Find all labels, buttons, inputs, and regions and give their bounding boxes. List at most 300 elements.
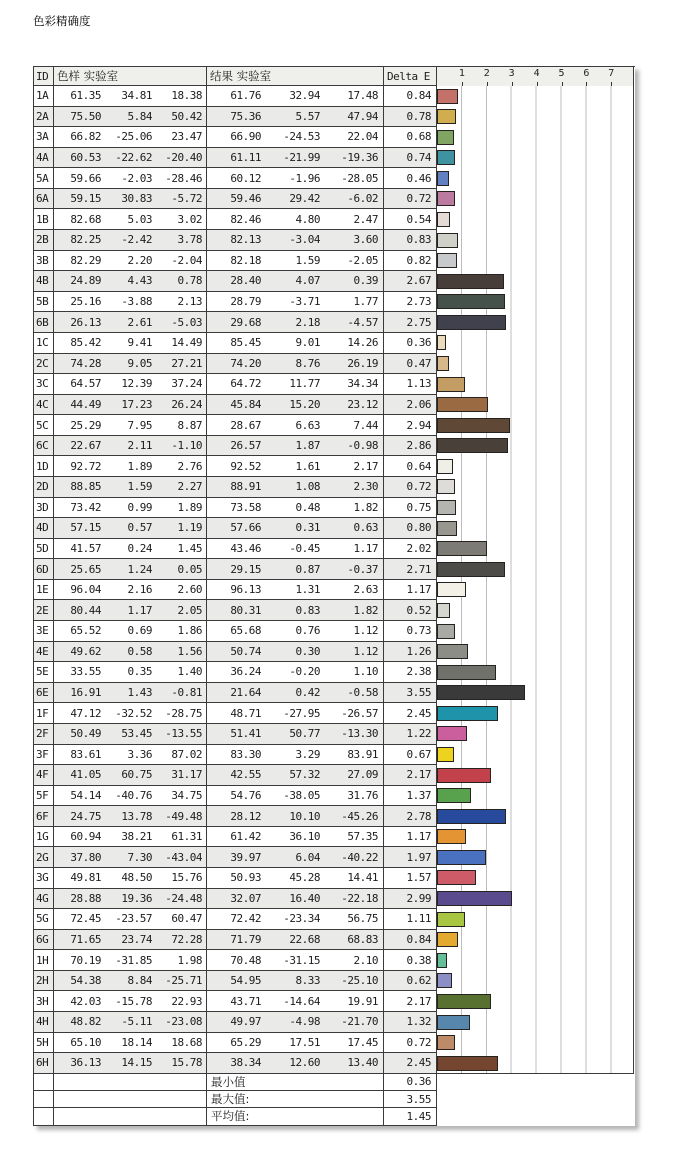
result-a: -1.96 [266, 168, 325, 189]
result-a: -27.95 [266, 703, 325, 724]
sample-a: 1.24 [105, 559, 156, 580]
table-row [34, 415, 634, 436]
sample-l: 25.29 [54, 415, 105, 436]
sample-b: -0.81 [156, 683, 207, 704]
row-id: 5C [34, 415, 54, 436]
result-l: 59.46 [207, 189, 266, 210]
bar-chart-cell [437, 703, 634, 724]
delta-e-value: 1.13 [384, 374, 437, 395]
delta-e-bar [437, 397, 488, 412]
delta-e-bar [437, 315, 506, 330]
bar-chart-cell [437, 991, 634, 1012]
delta-e-value: 1.97 [384, 847, 437, 868]
bar-chart-cell [437, 1053, 634, 1074]
summary-empty-id [34, 1074, 54, 1091]
sample-b: -24.48 [156, 889, 207, 910]
bar-chart-cell [437, 868, 634, 889]
row-id: 3F [34, 745, 54, 766]
result-l: 82.18 [207, 251, 266, 272]
result-l: 64.72 [207, 374, 266, 395]
result-l: 82.13 [207, 230, 266, 251]
result-b: 2.63 [325, 580, 384, 601]
summary-empty-id [34, 1091, 54, 1108]
delta-e-bar [437, 521, 457, 536]
result-b: 13.40 [325, 1053, 384, 1074]
sample-l: 57.15 [54, 518, 105, 539]
result-b: 22.04 [325, 127, 384, 148]
sample-l: 24.75 [54, 806, 105, 827]
sample-b: -43.04 [156, 847, 207, 868]
result-b: 7.44 [325, 415, 384, 436]
table-summary [34, 1074, 635, 1126]
result-b: 14.26 [325, 333, 384, 354]
sample-l: 22.67 [54, 436, 105, 457]
sample-l: 44.49 [54, 395, 105, 416]
row-id: 1B [34, 209, 54, 230]
delta-e-bar [437, 747, 454, 762]
bar-chart-cell [437, 477, 634, 498]
delta-e-value: 2.67 [384, 271, 437, 292]
result-l: 82.46 [207, 209, 266, 230]
sample-a: -31.85 [105, 950, 156, 971]
delta-e-value: 2.17 [384, 765, 437, 786]
summary-value: 3.55 [384, 1091, 437, 1108]
bar-chart-cell [437, 683, 634, 704]
sample-b: -25.71 [156, 971, 207, 992]
sample-l: 65.10 [54, 1033, 105, 1054]
delta-e-bar [437, 850, 486, 865]
result-b: 2.47 [325, 209, 384, 230]
sample-l: 64.57 [54, 374, 105, 395]
result-a: 12.60 [266, 1053, 325, 1074]
result-a: -23.34 [266, 909, 325, 930]
table-row [34, 354, 634, 375]
result-a: 22.68 [266, 930, 325, 951]
delta-e-bar [437, 109, 456, 124]
bar-chart-cell [437, 230, 634, 251]
delta-e-bar [437, 665, 496, 680]
result-b: 47.94 [325, 107, 384, 128]
table-row [34, 395, 634, 416]
sample-a: 0.99 [105, 498, 156, 519]
result-l: 42.55 [207, 765, 266, 786]
result-a: 4.07 [266, 271, 325, 292]
sample-b: 60.47 [156, 909, 207, 930]
sample-a: 1.59 [105, 477, 156, 498]
result-b: 1.77 [325, 292, 384, 313]
bar-chart-cell [437, 209, 634, 230]
result-a: -38.05 [266, 786, 325, 807]
axis-tick-label: 3 [508, 68, 515, 79]
row-id: 4F [34, 765, 54, 786]
sample-l: 26.13 [54, 312, 105, 333]
result-a: -24.53 [266, 127, 325, 148]
result-a: 9.01 [266, 333, 325, 354]
sample-l: 73.42 [54, 498, 105, 519]
sample-l: 42.03 [54, 991, 105, 1012]
result-b: 17.45 [325, 1033, 384, 1054]
result-l: 88.91 [207, 477, 266, 498]
sample-l: 54.38 [54, 971, 105, 992]
table-body [34, 86, 635, 1074]
sample-b: 15.76 [156, 868, 207, 889]
delta-e-value: 1.17 [384, 580, 437, 601]
sample-b: 0.78 [156, 271, 207, 292]
sample-l: 47.12 [54, 703, 105, 724]
delta-e-bar [437, 233, 458, 248]
delta-e-value: 0.72 [384, 189, 437, 210]
sample-a: 2.11 [105, 436, 156, 457]
sample-l: 33.55 [54, 662, 105, 683]
delta-e-value: 2.78 [384, 806, 437, 827]
sample-l: 48.82 [54, 1012, 105, 1033]
sample-b: 61.31 [156, 827, 207, 848]
sample-b: -13.55 [156, 724, 207, 745]
result-l: 28.12 [207, 806, 266, 827]
delta-e-value: 0.83 [384, 230, 437, 251]
sample-l: 50.49 [54, 724, 105, 745]
chart-axis-header [437, 67, 634, 86]
table-row [34, 518, 634, 539]
result-l: 45.84 [207, 395, 266, 416]
delta-e-bar [437, 150, 455, 165]
sample-a: 4.43 [105, 271, 156, 292]
result-b: 31.76 [325, 786, 384, 807]
sample-b: 22.93 [156, 991, 207, 1012]
sample-b: 50.42 [156, 107, 207, 128]
sample-a: 38.21 [105, 827, 156, 848]
sample-a: 2.16 [105, 580, 156, 601]
row-id: 3D [34, 498, 54, 519]
sample-a: -3.88 [105, 292, 156, 313]
row-id: 4E [34, 642, 54, 663]
table-row [34, 559, 634, 580]
sample-l: 59.15 [54, 189, 105, 210]
result-l: 39.97 [207, 847, 266, 868]
bar-chart-cell [437, 909, 634, 930]
row-id: 6A [34, 189, 54, 210]
sample-b: 1.56 [156, 642, 207, 663]
table-row [34, 991, 634, 1012]
result-a: -0.20 [266, 662, 325, 683]
result-l: 80.31 [207, 600, 266, 621]
sample-l: 92.72 [54, 456, 105, 477]
delta-e-value: 2.06 [384, 395, 437, 416]
color-accuracy-report [33, 66, 635, 1126]
result-l: 29.15 [207, 559, 266, 580]
delta-e-value: 2.86 [384, 436, 437, 457]
result-b: -19.36 [325, 148, 384, 169]
sample-b: 8.87 [156, 415, 207, 436]
result-l: 54.95 [207, 971, 266, 992]
summary-empty-sample [54, 1074, 207, 1091]
summary-row [34, 1108, 634, 1125]
bar-chart-cell [437, 889, 634, 910]
delta-e-value: 0.46 [384, 168, 437, 189]
row-id: 4G [34, 889, 54, 910]
sample-a: -2.42 [105, 230, 156, 251]
row-id: 5D [34, 539, 54, 560]
sample-b: 1.40 [156, 662, 207, 683]
delta-e-bar [437, 356, 449, 371]
result-b: 19.91 [325, 991, 384, 1012]
row-id: 1A [34, 86, 54, 107]
bar-chart-cell [437, 1012, 634, 1033]
result-b: 26.19 [325, 354, 384, 375]
table-row [34, 642, 634, 663]
bar-chart-cell [437, 498, 634, 519]
result-b: 3.60 [325, 230, 384, 251]
result-b: -22.18 [325, 889, 384, 910]
result-b: 1.12 [325, 621, 384, 642]
col-header-delta-e: Delta E [384, 67, 437, 86]
row-id: 3H [34, 991, 54, 1012]
sample-b: 3.02 [156, 209, 207, 230]
sample-b: 1.89 [156, 498, 207, 519]
table-row [34, 745, 634, 766]
table-row [34, 950, 634, 971]
delta-e-bar [437, 274, 504, 289]
delta-e-value: 0.47 [384, 354, 437, 375]
table-row [34, 930, 634, 951]
sample-a: 1.17 [105, 600, 156, 621]
sample-a: 0.69 [105, 621, 156, 642]
table-row [34, 477, 634, 498]
result-l: 75.36 [207, 107, 266, 128]
bar-chart-cell [437, 786, 634, 807]
result-a: 0.76 [266, 621, 325, 642]
delta-e-value: 1.57 [384, 868, 437, 889]
sample-l: 41.05 [54, 765, 105, 786]
result-l: 21.64 [207, 683, 266, 704]
sample-l: 71.65 [54, 930, 105, 951]
result-l: 50.93 [207, 868, 266, 889]
sample-b: 23.47 [156, 127, 207, 148]
result-a: 16.40 [266, 889, 325, 910]
bar-chart-cell [437, 168, 634, 189]
result-a: 36.10 [266, 827, 325, 848]
delta-e-value: 1.32 [384, 1012, 437, 1033]
sample-a: 1.43 [105, 683, 156, 704]
summary-value: 0.36 [384, 1074, 437, 1091]
sample-l: 85.42 [54, 333, 105, 354]
sample-l: 24.89 [54, 271, 105, 292]
sample-b: -2.04 [156, 251, 207, 272]
delta-e-bar [437, 829, 466, 844]
row-id: 3A [34, 127, 54, 148]
result-a: 1.61 [266, 456, 325, 477]
delta-e-value: 2.38 [384, 662, 437, 683]
delta-e-bar [437, 624, 455, 639]
bar-chart-cell [437, 271, 634, 292]
sample-l: 82.25 [54, 230, 105, 251]
sample-a: -25.06 [105, 127, 156, 148]
delta-e-value: 0.74 [384, 148, 437, 169]
delta-e-bar [437, 191, 455, 206]
sample-a: 2.20 [105, 251, 156, 272]
table-row [34, 127, 634, 148]
bar-chart-cell [437, 456, 634, 477]
table-row [34, 271, 634, 292]
result-a: 1.87 [266, 436, 325, 457]
row-id: 6B [34, 312, 54, 333]
delta-e-bar [437, 932, 458, 947]
result-l: 28.40 [207, 271, 266, 292]
sample-l: 83.61 [54, 745, 105, 766]
row-id: 1H [34, 950, 54, 971]
bar-chart-cell [437, 642, 634, 663]
result-b: 57.35 [325, 827, 384, 848]
table-header-row [34, 67, 634, 86]
summary-empty-id [34, 1108, 54, 1125]
sample-a: -40.76 [105, 786, 156, 807]
row-id: 4C [34, 395, 54, 416]
result-a: 2.18 [266, 312, 325, 333]
table-row [34, 539, 634, 560]
row-id: 2B [34, 230, 54, 251]
result-a: 0.30 [266, 642, 325, 663]
row-id: 2A [34, 107, 54, 128]
sample-a: 0.24 [105, 539, 156, 560]
sample-l: 25.65 [54, 559, 105, 580]
result-a: -4.98 [266, 1012, 325, 1033]
sample-a: -32.52 [105, 703, 156, 724]
sample-a: 14.15 [105, 1053, 156, 1074]
delta-e-bar [437, 726, 467, 741]
result-b: 83.91 [325, 745, 384, 766]
delta-e-value: 0.54 [384, 209, 437, 230]
table-row [34, 683, 634, 704]
delta-e-bar [437, 335, 446, 350]
result-b: 27.09 [325, 765, 384, 786]
sample-l: 37.80 [54, 847, 105, 868]
result-l: 28.67 [207, 415, 266, 436]
sample-a: 0.57 [105, 518, 156, 539]
sample-a: 7.30 [105, 847, 156, 868]
row-id: 2D [34, 477, 54, 498]
sample-b: 15.78 [156, 1053, 207, 1074]
sample-a: 3.36 [105, 745, 156, 766]
result-a: 32.94 [266, 86, 325, 107]
sample-a: 34.81 [105, 86, 156, 107]
delta-e-value: 0.84 [384, 86, 437, 107]
sample-l: 66.82 [54, 127, 105, 148]
result-l: 92.52 [207, 456, 266, 477]
sample-a: 60.75 [105, 765, 156, 786]
row-id: 4B [34, 271, 54, 292]
sample-b: -1.10 [156, 436, 207, 457]
row-id: 1E [34, 580, 54, 601]
bar-chart-cell [437, 539, 634, 560]
delta-e-bar [437, 994, 491, 1009]
result-b: 2.17 [325, 456, 384, 477]
delta-e-bar [437, 603, 450, 618]
sample-l: 70.19 [54, 950, 105, 971]
delta-e-value: 0.52 [384, 600, 437, 621]
result-b: -25.10 [325, 971, 384, 992]
result-a: 0.83 [266, 600, 325, 621]
result-l: 70.48 [207, 950, 266, 971]
bar-chart-cell [437, 662, 634, 683]
delta-e-bar [437, 809, 506, 824]
result-l: 28.79 [207, 292, 266, 313]
row-id: 3C [34, 374, 54, 395]
result-l: 61.76 [207, 86, 266, 107]
delta-e-bar [437, 912, 465, 927]
col-header-id: ID [34, 67, 54, 86]
result-b: 1.82 [325, 498, 384, 519]
table-row [34, 806, 634, 827]
delta-e-value: 0.80 [384, 518, 437, 539]
delta-e-value: 0.62 [384, 971, 437, 992]
bar-chart-cell [437, 395, 634, 416]
result-b: -2.05 [325, 251, 384, 272]
delta-e-bar [437, 768, 491, 783]
delta-e-bar [437, 1015, 470, 1030]
sample-b: 1.86 [156, 621, 207, 642]
sample-a: 17.23 [105, 395, 156, 416]
sample-b: 3.78 [156, 230, 207, 251]
delta-e-bar [437, 644, 468, 659]
sample-l: 80.44 [54, 600, 105, 621]
delta-e-value: 2.17 [384, 991, 437, 1012]
delta-e-bar [437, 1035, 455, 1050]
bar-chart-cell [437, 189, 634, 210]
table-row [34, 847, 634, 868]
delta-e-bar [437, 418, 510, 433]
bar-chart-cell [437, 950, 634, 971]
bar-chart-cell [437, 930, 634, 951]
sample-l: 82.68 [54, 209, 105, 230]
result-a: -14.64 [266, 991, 325, 1012]
sample-l: 75.50 [54, 107, 105, 128]
bar-chart-cell [437, 333, 634, 354]
table-row [34, 374, 634, 395]
delta-e-value: 2.99 [384, 889, 437, 910]
summary-chart-filler [437, 1074, 634, 1091]
table-row [34, 909, 634, 930]
delta-e-value: 0.75 [384, 498, 437, 519]
sample-l: 49.81 [54, 868, 105, 889]
table-row [34, 703, 634, 724]
result-a: -0.45 [266, 539, 325, 560]
delta-e-value: 0.38 [384, 950, 437, 971]
result-a: -3.04 [266, 230, 325, 251]
result-a: 11.77 [266, 374, 325, 395]
result-l: 73.58 [207, 498, 266, 519]
row-id: 6F [34, 806, 54, 827]
sample-b: 87.02 [156, 745, 207, 766]
result-b: -0.58 [325, 683, 384, 704]
summary-value: 1.45 [384, 1108, 437, 1125]
result-b: 1.10 [325, 662, 384, 683]
sample-l: 74.28 [54, 354, 105, 375]
table-row [34, 251, 634, 272]
sample-a: 48.50 [105, 868, 156, 889]
result-b: -6.02 [325, 189, 384, 210]
row-id: 5G [34, 909, 54, 930]
sample-a: 30.83 [105, 189, 156, 210]
result-l: 49.97 [207, 1012, 266, 1033]
result-a: -3.71 [266, 292, 325, 313]
result-a: 1.59 [266, 251, 325, 272]
sample-b: 2.27 [156, 477, 207, 498]
result-l: 32.07 [207, 889, 266, 910]
row-id: 6C [34, 436, 54, 457]
delta-e-bar [437, 953, 447, 968]
result-l: 74.20 [207, 354, 266, 375]
result-a: 4.80 [266, 209, 325, 230]
